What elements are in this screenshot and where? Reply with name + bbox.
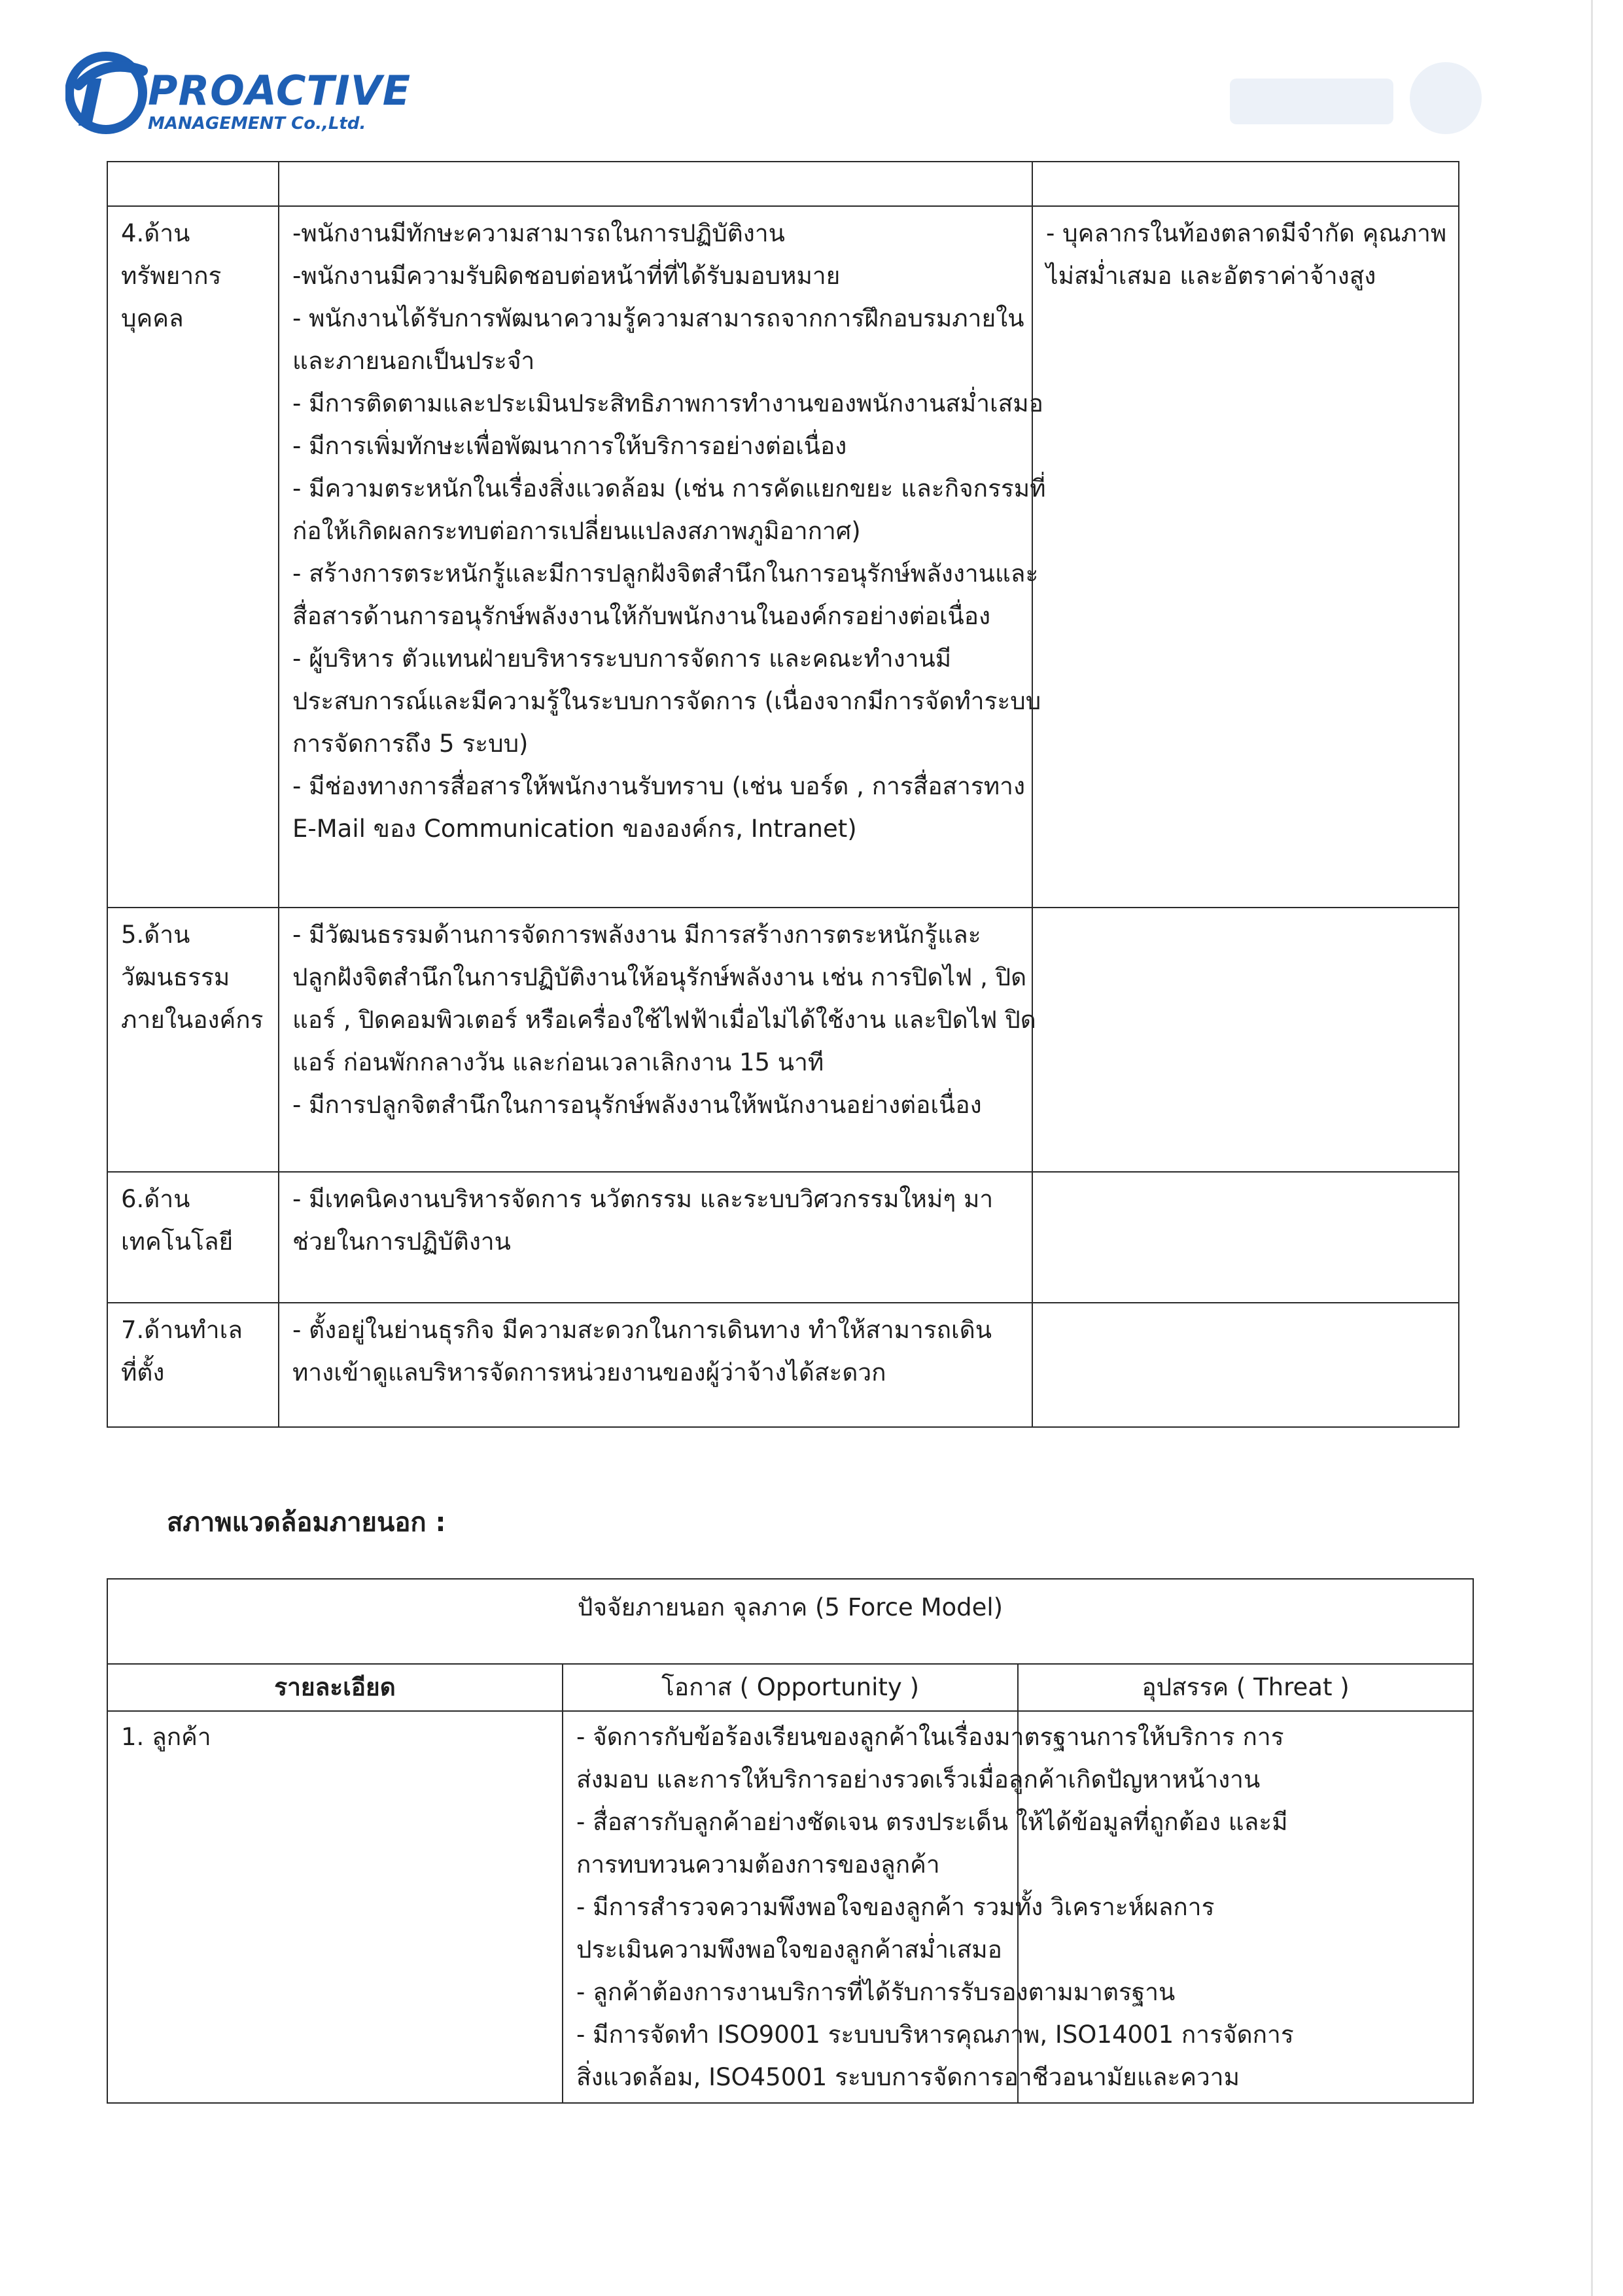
text-line: - มีการปลูกจิตสำนึกในการอนุรักษ์พลังงานให้พนักงานอย่างต่อเนื่อง — [292, 1091, 982, 1119]
text-line: ช่วยในการปฏิบัติงาน — [292, 1227, 511, 1256]
topic-line: 5.ด้าน — [121, 921, 190, 949]
row-strengths — [279, 908, 1036, 1172]
row-weaknesses — [1032, 1172, 1459, 1303]
topic-line: 4.ด้าน — [121, 219, 190, 247]
header-threat: อุปสรรค ( Threat ) — [1018, 1664, 1473, 1711]
text-line: - ลูกค้าต้องการงานบริการที่ได้รับการรับรองตามมาตรฐาน — [576, 1978, 1176, 2006]
text-line: - มีการเพิ่มทักษะเพื่อพัฒนาการให้บริการอย่างต่อเนื่อง — [292, 432, 847, 460]
text-line: - มีการสำรวจความพึงพอใจของลูกค้า รวมทั้ง วิเคราะห์ผลการ — [576, 1893, 1215, 1921]
row-weaknesses — [1032, 206, 1459, 908]
text-line: -พนักงานมีทักษะความสามารถในการปฏิบัติงาน — [292, 219, 785, 247]
row-weaknesses — [1032, 908, 1459, 1172]
table-header-row — [107, 1664, 1473, 1711]
topic-line: 7.ด้านทำเล — [121, 1316, 243, 1344]
topic-line: ทรัพยากร — [121, 262, 222, 290]
row-weaknesses — [1032, 1303, 1459, 1427]
table-row-human-resources — [107, 206, 1459, 908]
row-topic — [107, 1172, 279, 1303]
empty-cell — [1032, 162, 1459, 206]
logo-wordmark: PROACTIVE — [148, 67, 411, 115]
topic-line: 6.ด้าน — [121, 1185, 190, 1213]
external-factors-table — [107, 1578, 1474, 2104]
topic-line: ภายในองค์กร — [121, 1006, 264, 1034]
text-line: E-Mail ของ Communication ขององค์กร, Intranet) — [292, 815, 857, 843]
text-line: แอร์ ก่อนพักกลางวัน และก่อนเวลาเลิกงาน 15 นาที — [292, 1048, 824, 1076]
row-topic — [107, 1303, 279, 1427]
text-line: - มีการติดตามและประเมินประสิทธิภาพการทำงานของพนักงานสม่ำเสมอ — [292, 389, 1043, 417]
text-line: - สื่อสารกับลูกค้าอย่างชัดเจน ตรงประเด็น ให้ได้ข้อมูลที่ถูกต้อง และมี — [576, 1808, 1288, 1836]
internal-factors-table — [107, 161, 1459, 1428]
text-line: ประเมินความพึงพอใจของลูกค้าสม่ำเสมอ — [576, 1935, 1002, 1964]
table-header-row-empty — [107, 162, 1459, 206]
logo-subtitle: MANAGEMENT Co.,Ltd. — [148, 114, 366, 133]
company-logo — [65, 39, 411, 144]
table-row-technology — [107, 1172, 1459, 1303]
text-line: ส่งมอบ และการให้บริการอย่างรวดเร็วเมื่อลูกค้าเกิดปัญหาหน้างาน — [576, 1765, 1261, 1793]
text-line: - บุคลากรในท้องตลาดมีจำกัด คุณภาพ — [1046, 219, 1447, 247]
text-line: ปลูกฝังจิตสำนึกในการปฏิบัติงานให้อนุรักษ์พลังงาน เช่น การปิดไฟ , ปิด — [292, 963, 1027, 991]
text-line: - จัดการกับข้อร้องเรียนของลูกค้าในเรื่องมาตรฐานการให้บริการ การ — [576, 1723, 1284, 1751]
text-line: - ผู้บริหาร ตัวแทนฝ่ายบริหารระบบการจัดการ และคณะทำงานมี — [292, 645, 952, 673]
text-line: -พนักงานมีความรับผิดชอบต่อหน้าที่ที่ได้รับมอบหมาย — [292, 262, 841, 290]
text-line: การทบทวนความต้องการของลูกค้า — [576, 1850, 940, 1879]
text-line: และภายนอกเป็นประจำ — [292, 347, 535, 375]
row-strengths — [279, 1172, 1032, 1303]
text-line: - ตั้งอยู่ในย่านธุรกิจ มีความสะดวกในการเดินทาง ทำให้สามารถเดิน — [292, 1316, 992, 1344]
header-opportunity: โอกาส ( Opportunity ) — [563, 1664, 1018, 1711]
row-opportunities — [563, 1711, 1294, 2103]
table-row-culture — [107, 908, 1459, 1172]
topic-line: บุคคล — [121, 304, 184, 332]
row-topic: 1. ลูกค้า — [107, 1711, 563, 2103]
text-line: ทางเข้าดูแลบริหารจัดการหน่วยงานของผู้ว่าจ้างได้สะดวก — [292, 1358, 886, 1386]
table-caption: ปัจจัยภายนอก จุลภาค (5 Force Model) — [107, 1579, 1473, 1664]
empty-cell — [279, 162, 1032, 206]
external-section-title: สภาพแวดล้อมภายนอก : — [167, 1508, 446, 1538]
text-line: - พนักงานได้รับการพัฒนาความรู้ความสามารถจากการฝึกอบรมภายใน — [292, 304, 1024, 332]
topic-line: ที่ตั้ง — [121, 1358, 165, 1386]
text-line: ไม่สม่ำเสมอ และอัตราค่าจ้างสูง — [1046, 262, 1376, 290]
text-line: สิ่งแวดล้อม, ISO45001 ระบบการจัดการอาชีวอนามัยและความ — [576, 2063, 1240, 2091]
proactive-logo-icon — [65, 39, 150, 137]
text-line: แอร์ , ปิดคอมพิวเตอร์ หรือเครื่องใช้ไฟฟ้าเมื่อไม่ได้ใช้งาน และปิดไฟ ปิด — [292, 1006, 1036, 1034]
text-line: ก่อให้เกิดผลกระทบต่อการเปลี่ยนแปลงสภาพภูมิอากาศ) — [292, 517, 861, 545]
table-row-location — [107, 1303, 1459, 1427]
topic-line: วัฒนธรรม — [121, 963, 230, 991]
text-line: - มีวัฒนธรรมด้านการจัดการพลังงาน มีการสร้างการตระหนักรู้และ — [292, 921, 981, 949]
topic-line: เทคโนโลยี — [121, 1227, 234, 1256]
header-detail: รายละเอียด — [107, 1664, 563, 1711]
page-edge-line — [1591, 0, 1593, 2296]
text-line: การจัดการถึง 5 ระบบ) — [292, 730, 529, 758]
text-line: - มีเทคนิคงานบริหารจัดการ นวัตกรรม และระบบวิศวกรรมใหม่ๆ มา — [292, 1185, 994, 1213]
watermark-logo-icon — [1230, 59, 1505, 137]
text-line: - มีช่องทางการสื่อสารให้พนักงานรับทราบ (เช่น บอร์ด , การสื่อสารทาง — [292, 772, 1026, 800]
text-line: สื่อสารด้านการอนุรักษ์พลังงานให้กับพนักงานในองค์กรอย่างต่อเนื่อง — [292, 602, 991, 630]
text-line: - สร้างการตระหนักรู้และมีการปลูกฝังจิตสำนึกในการอนุรักษ์พลังงานและ — [292, 559, 1039, 588]
text-line: ประสบการณ์และมีความรู้ในระบบการจัดการ (เนื่องจากมีการจัดทำระบบ — [292, 687, 1041, 715]
row-topic — [107, 908, 279, 1172]
text-line: - มีความตระหนักในเรื่องสิ่งแวดล้อม (เช่น การคัดแยกขยะ และกิจกรรมที่ — [292, 474, 1046, 503]
row-topic — [107, 206, 279, 908]
row-strengths — [279, 1303, 1032, 1427]
table-row-customer — [107, 1711, 1473, 2103]
empty-cell — [107, 162, 279, 206]
text-line: - มีการจัดทำ ISO9001 ระบบบริหารคุณภาพ, ISO14001 การจัดการ — [576, 2021, 1294, 2049]
row-strengths — [279, 206, 1046, 908]
table-caption-row — [107, 1579, 1473, 1664]
